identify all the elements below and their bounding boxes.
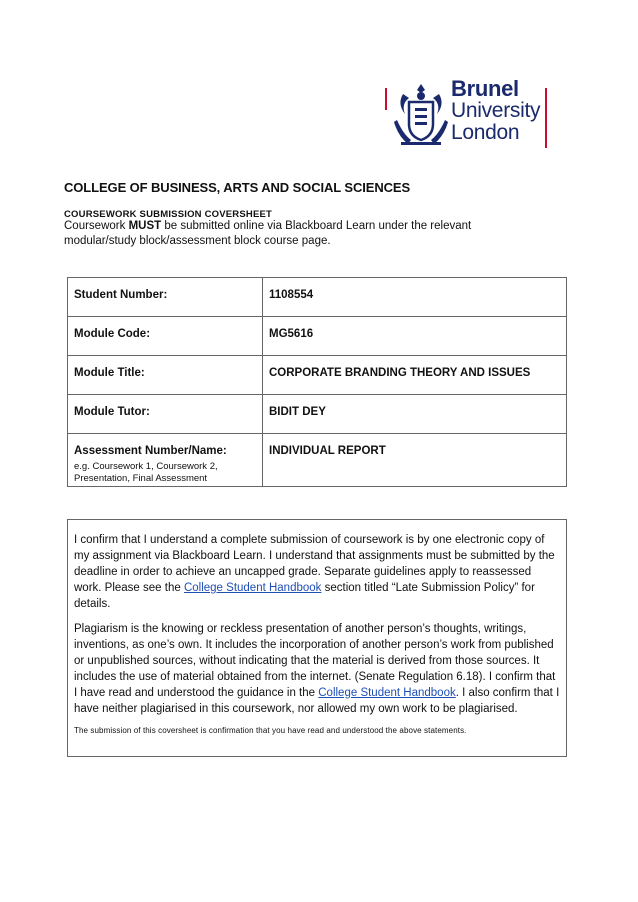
plagiarism-paragraph xyxy=(74,621,560,717)
table-row xyxy=(68,278,567,317)
p1-text-a: I confirm that I understand a complete submission of coursework is by one electronic copy of my assignment via Blackboard Learn. I understand that assignments must be submitted by the deadline in order to achieve an uncapped grade. Separate guidelines apply to reassessed work. Please see the xyxy=(74,534,555,594)
intro-prefix: Coursework xyxy=(64,220,129,232)
module-code-value: MG5616 xyxy=(263,317,567,356)
logo-accent-bar-right xyxy=(545,88,547,148)
coversheet-title: COURSEWORK SUBMISSION COVERSHEET xyxy=(64,209,273,220)
student-number-value: 1108554 xyxy=(263,278,567,317)
confirmation-paragraph-1 xyxy=(74,532,560,612)
submission-instructions xyxy=(64,219,534,249)
handbook-link-1[interactable]: College Student Handbook xyxy=(183,582,322,594)
logo-line-2: University xyxy=(451,99,541,122)
intro-rest: be submitted online via Blackboard Learn under the relevant modular/study block/assessment block course page. xyxy=(64,220,472,247)
assessment-label-cell xyxy=(68,434,263,487)
submission-details-table xyxy=(67,277,567,487)
table-row xyxy=(68,317,567,356)
student-number-label: Student Number: xyxy=(68,278,263,317)
module-title-label: Module Title: xyxy=(68,356,263,395)
logo-line-1: Brunel xyxy=(451,76,519,101)
table-row xyxy=(68,395,567,434)
p2-text-a: Plagiarism is the knowing or reckless presentation of another person’s thoughts, writings, inventions, as one’s own. It includes the incorporation of another person’s work from published or unpublished sources, without indicating that the material is derived from those sources. It includes the use of material obtained from the internet. (Senate Regulation 6.18). I confirm that I have read and understood the guidance in the xyxy=(74,623,556,699)
college-heading: COLLEGE OF BUSINESS, ARTS AND SOCIAL SCIENCES xyxy=(64,180,411,195)
logo-wordmark xyxy=(451,78,540,144)
p1-text-b: section titled “Late Submission Policy” for details. xyxy=(74,582,535,610)
p2-text-b: . I also confirm that I have neither plagiarised in this coursework, nor allowed my own work to be plagiarised. xyxy=(74,687,560,715)
assessment-label: Assessment Number/Name: xyxy=(74,445,227,457)
brunel-logo xyxy=(385,74,555,152)
handbook-link-2[interactable]: College Student Handbook xyxy=(318,687,456,699)
logo-line-3: London xyxy=(451,121,520,144)
confirmation-note: The submission of this coversheet is confirmation that you have read and understood the above statements. xyxy=(74,726,467,735)
intro-must: MUST xyxy=(128,220,162,232)
table-row xyxy=(68,356,567,395)
assessment-example: e.g. Coursework 1, Coursework 2, Presentation, Final Assessment xyxy=(74,461,218,484)
confirmation-box xyxy=(67,519,567,757)
module-tutor-value: BIDIT DEY xyxy=(263,395,567,434)
logo-accent-bar xyxy=(385,88,387,110)
assessment-value: INDIVIDUAL REPORT xyxy=(263,434,567,487)
module-title-value: CORPORATE BRANDING THEORY AND ISSUES xyxy=(263,356,567,395)
module-code-label: Module Code: xyxy=(68,317,263,356)
module-tutor-label: Module Tutor: xyxy=(68,395,263,434)
table-row xyxy=(68,434,567,487)
crest-icon xyxy=(393,80,449,150)
